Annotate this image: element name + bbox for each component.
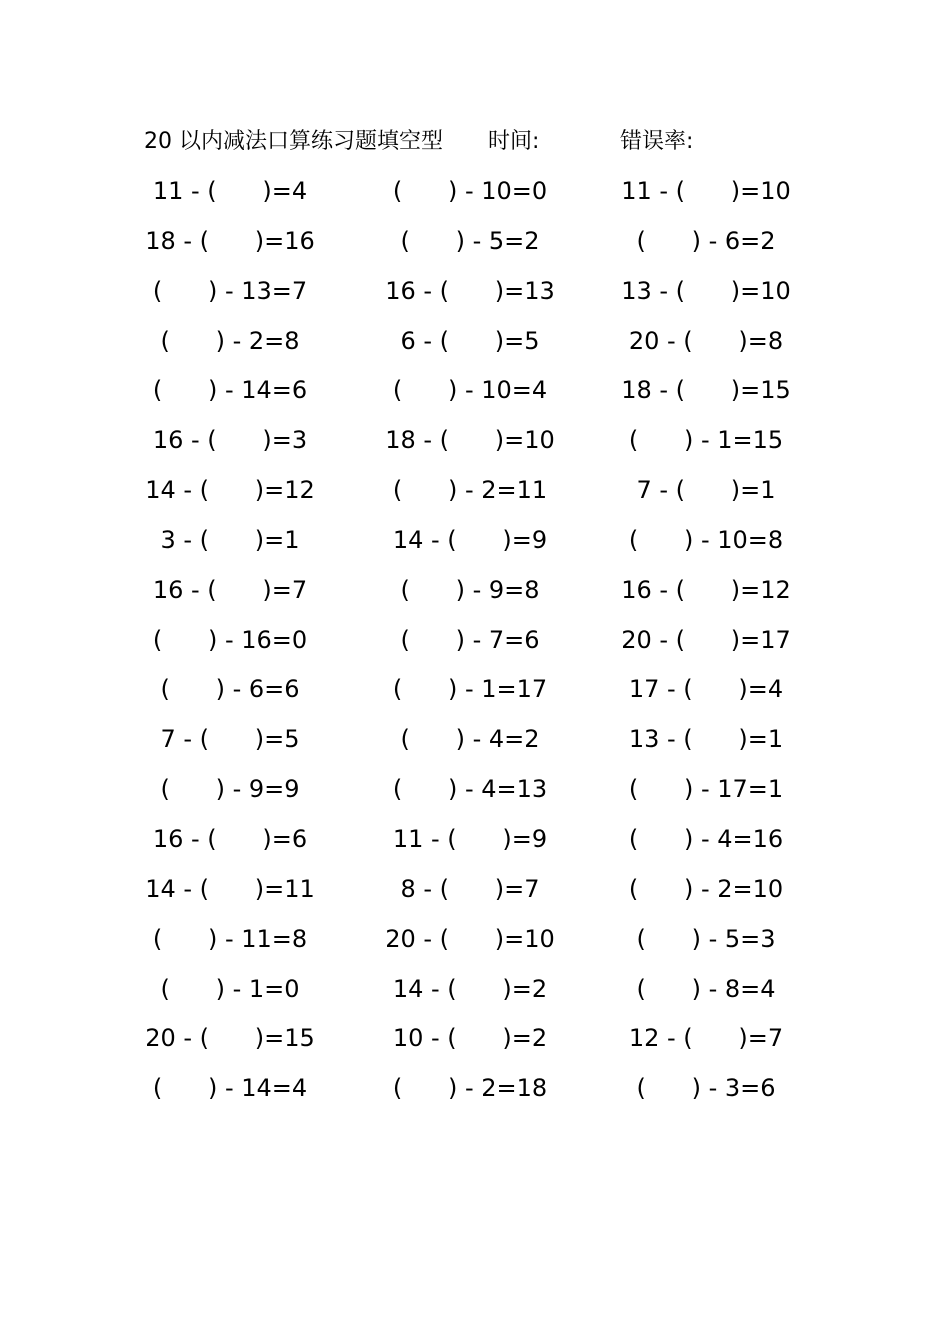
problem-item: 6 - ( )=5 bbox=[400, 326, 540, 355]
problem-item: ( ) - 2=18 bbox=[392, 1074, 548, 1103]
problem-row bbox=[130, 320, 820, 370]
problem-item: ( ) - 1=15 bbox=[628, 426, 784, 455]
problem-item: 14 - ( )=12 bbox=[145, 476, 315, 505]
problem-item: 10 - ( )=2 bbox=[392, 1024, 548, 1053]
problem-item: ( ) - 11=8 bbox=[152, 924, 308, 953]
problem-item: 12 - ( )=7 bbox=[628, 1024, 784, 1053]
problem-item: 18 - ( )=10 bbox=[385, 426, 555, 455]
problem-item: ( ) - 5=3 bbox=[636, 924, 776, 953]
problem-row bbox=[130, 718, 820, 768]
problem-row bbox=[130, 968, 820, 1018]
problem-item: 3 - ( )=1 bbox=[160, 525, 300, 554]
problem-item: 17 - ( )=4 bbox=[628, 675, 784, 704]
problem-item: ( ) - 10=4 bbox=[392, 376, 548, 405]
problem-row bbox=[130, 619, 820, 669]
problem-item: ( ) - 5=2 bbox=[400, 226, 540, 255]
problem-item: ( ) - 2=10 bbox=[628, 874, 784, 903]
problem-item: 20 - ( )=8 bbox=[628, 326, 784, 355]
problem-item: ( ) - 3=6 bbox=[636, 1074, 776, 1103]
problem-item: 16 - ( )=12 bbox=[621, 575, 791, 604]
problem-item: 20 - ( )=17 bbox=[621, 625, 791, 654]
problem-item: 11 - ( )=10 bbox=[621, 177, 791, 205]
problem-item: ( ) - 1=17 bbox=[392, 675, 548, 704]
problem-item: 14 - ( )=11 bbox=[145, 874, 315, 903]
problem-item: 16 - ( )=7 bbox=[152, 575, 308, 604]
problem-item: 20 - ( )=10 bbox=[385, 924, 555, 953]
time-label: 时间: bbox=[488, 129, 540, 154]
problem-item: 14 - ( )=9 bbox=[392, 525, 548, 554]
problem-item: ( ) - 6=2 bbox=[636, 226, 776, 255]
problem-row bbox=[130, 270, 820, 320]
problem-item: 16 - ( )=3 bbox=[152, 426, 308, 455]
problem-item: 20 - ( )=15 bbox=[145, 1024, 315, 1053]
problem-item: 11 - ( )=9 bbox=[392, 824, 548, 853]
problem-item: 8 - ( )=7 bbox=[400, 874, 540, 903]
problem-row bbox=[130, 519, 820, 569]
problem-item: ( ) - 2=8 bbox=[160, 326, 300, 355]
problem-item: 13 - ( )=1 bbox=[628, 725, 784, 754]
problem-item: 14 - ( )=2 bbox=[392, 974, 548, 1003]
problem-item: ( ) - 9=8 bbox=[400, 575, 540, 604]
problem-item: 11 - ( )=4 bbox=[152, 177, 308, 205]
problem-row bbox=[130, 918, 820, 968]
problem-row bbox=[130, 469, 820, 519]
problem-row bbox=[130, 818, 820, 868]
problem-item: ( ) - 13=7 bbox=[152, 276, 308, 305]
problem-item: 13 - ( )=10 bbox=[621, 276, 791, 305]
problem-row bbox=[130, 419, 820, 469]
problem-item: ( ) - 6=6 bbox=[160, 675, 300, 704]
problem-item: ( ) - 1=0 bbox=[160, 974, 300, 1003]
problem-item: ( ) - 9=9 bbox=[160, 775, 300, 804]
problem-item: 18 - ( )=16 bbox=[145, 226, 315, 255]
problem-item: ( ) - 10=0 bbox=[392, 177, 548, 205]
problem-item: ( ) - 2=11 bbox=[392, 476, 548, 505]
problem-item: ( ) - 17=1 bbox=[628, 775, 784, 804]
problem-item: 7 - ( )=1 bbox=[636, 476, 776, 505]
problem-item: 7 - ( )=5 bbox=[160, 725, 300, 754]
worksheet-title: 20 以内减法口算练习题填空型 bbox=[144, 129, 443, 154]
problem-row bbox=[130, 170, 820, 220]
problem-item: ( ) - 4=2 bbox=[400, 725, 540, 754]
problem-item: ( ) - 10=8 bbox=[628, 525, 784, 554]
problem-row bbox=[130, 369, 820, 419]
worksheet-header bbox=[144, 124, 844, 160]
problem-item: ( ) - 16=0 bbox=[152, 625, 308, 654]
problem-row bbox=[130, 1067, 820, 1117]
problem-item: ( ) - 8=4 bbox=[636, 974, 776, 1003]
problem-row bbox=[130, 1017, 820, 1067]
problem-grid bbox=[130, 170, 820, 1117]
problem-item: ( ) - 14=4 bbox=[152, 1074, 308, 1103]
problem-item: 16 - ( )=6 bbox=[152, 824, 308, 853]
problem-row bbox=[130, 569, 820, 619]
problem-item: ( ) - 14=6 bbox=[152, 376, 308, 405]
error-rate-label: 错误率: bbox=[620, 129, 694, 154]
problem-row bbox=[130, 220, 820, 270]
problem-item: ( ) - 7=6 bbox=[400, 625, 540, 654]
problem-row bbox=[130, 668, 820, 718]
problem-item: 18 - ( )=15 bbox=[621, 376, 791, 405]
problem-item: 16 - ( )=13 bbox=[385, 276, 555, 305]
problem-item: ( ) - 4=16 bbox=[628, 824, 784, 853]
problem-row bbox=[130, 768, 820, 818]
problem-item: ( ) - 4=13 bbox=[392, 775, 548, 804]
problem-row bbox=[130, 868, 820, 918]
